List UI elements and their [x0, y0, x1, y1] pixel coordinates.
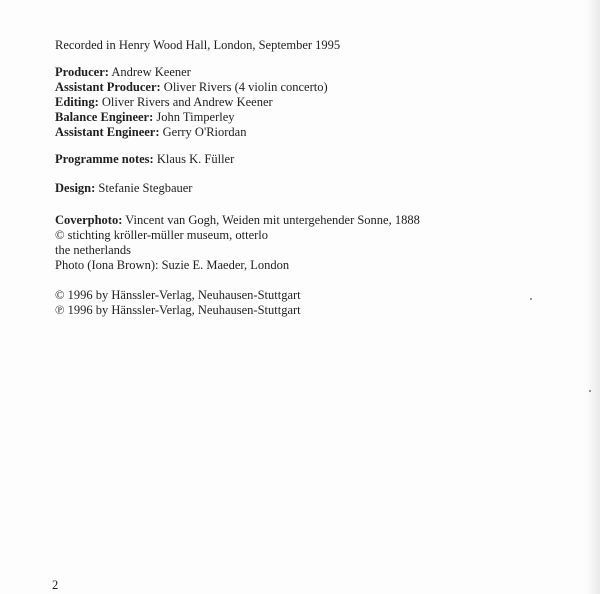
coverphoto-copyright: © stichting kröller-müller museum, otterlo	[55, 228, 269, 242]
photo-credit: Photo (Iona Brown): Suzie E. Maeder, London	[55, 258, 290, 272]
credit-label: Coverphoto:	[55, 213, 123, 227]
credit-value: Klaus K. Füller	[153, 152, 235, 166]
credit-assistant-producer	[55, 80, 328, 95]
credit-editing	[55, 95, 273, 110]
credit-value: John Timperley	[153, 110, 235, 124]
credit-value: Oliver Rivers (4 violin concerto)	[160, 80, 328, 94]
print-speck	[589, 390, 591, 392]
credit-value: Vincent van Gogh, Weiden mit untergehender Sonne, 1888	[122, 213, 420, 227]
credit-label: Assistant Engineer:	[55, 125, 160, 139]
coverphoto-country: the netherlands	[55, 243, 132, 257]
credit-label: Assistant Producer:	[55, 80, 161, 94]
credit-balance-engineer	[55, 110, 235, 125]
recording-info: Recorded in Henry Wood Hall, London, September 1995	[55, 38, 341, 52]
credit-producer	[55, 65, 191, 80]
page-number: 2	[52, 578, 59, 592]
credit-value: Oliver Rivers and Andrew Keener	[98, 95, 273, 109]
credit-assistant-engineer	[55, 125, 246, 140]
page-edge-shadow	[586, 0, 600, 594]
credit-value: Stefanie Stegbauer	[95, 181, 193, 195]
credit-value: Andrew Keener	[108, 65, 191, 79]
credit-label: Design:	[55, 181, 96, 195]
print-speck	[530, 298, 532, 300]
credit-label: Producer:	[55, 65, 109, 79]
credit-value: Gerry O'Riordan	[159, 125, 247, 139]
credit-label: Editing:	[55, 95, 99, 109]
credit-label: Balance Engineer:	[55, 110, 154, 124]
copyright-line: © 1996 by Hänssler-Verlag, Neuhausen-Stuttgart	[55, 288, 301, 302]
programme-notes-credit	[55, 152, 234, 167]
credit-label: Programme notes:	[55, 152, 154, 166]
phonogram-copyright-line: ℗ 1996 by Hänssler-Verlag, Neuhausen-Stuttgart	[55, 303, 301, 317]
design-credit	[55, 181, 192, 196]
coverphoto-credit	[55, 213, 420, 228]
